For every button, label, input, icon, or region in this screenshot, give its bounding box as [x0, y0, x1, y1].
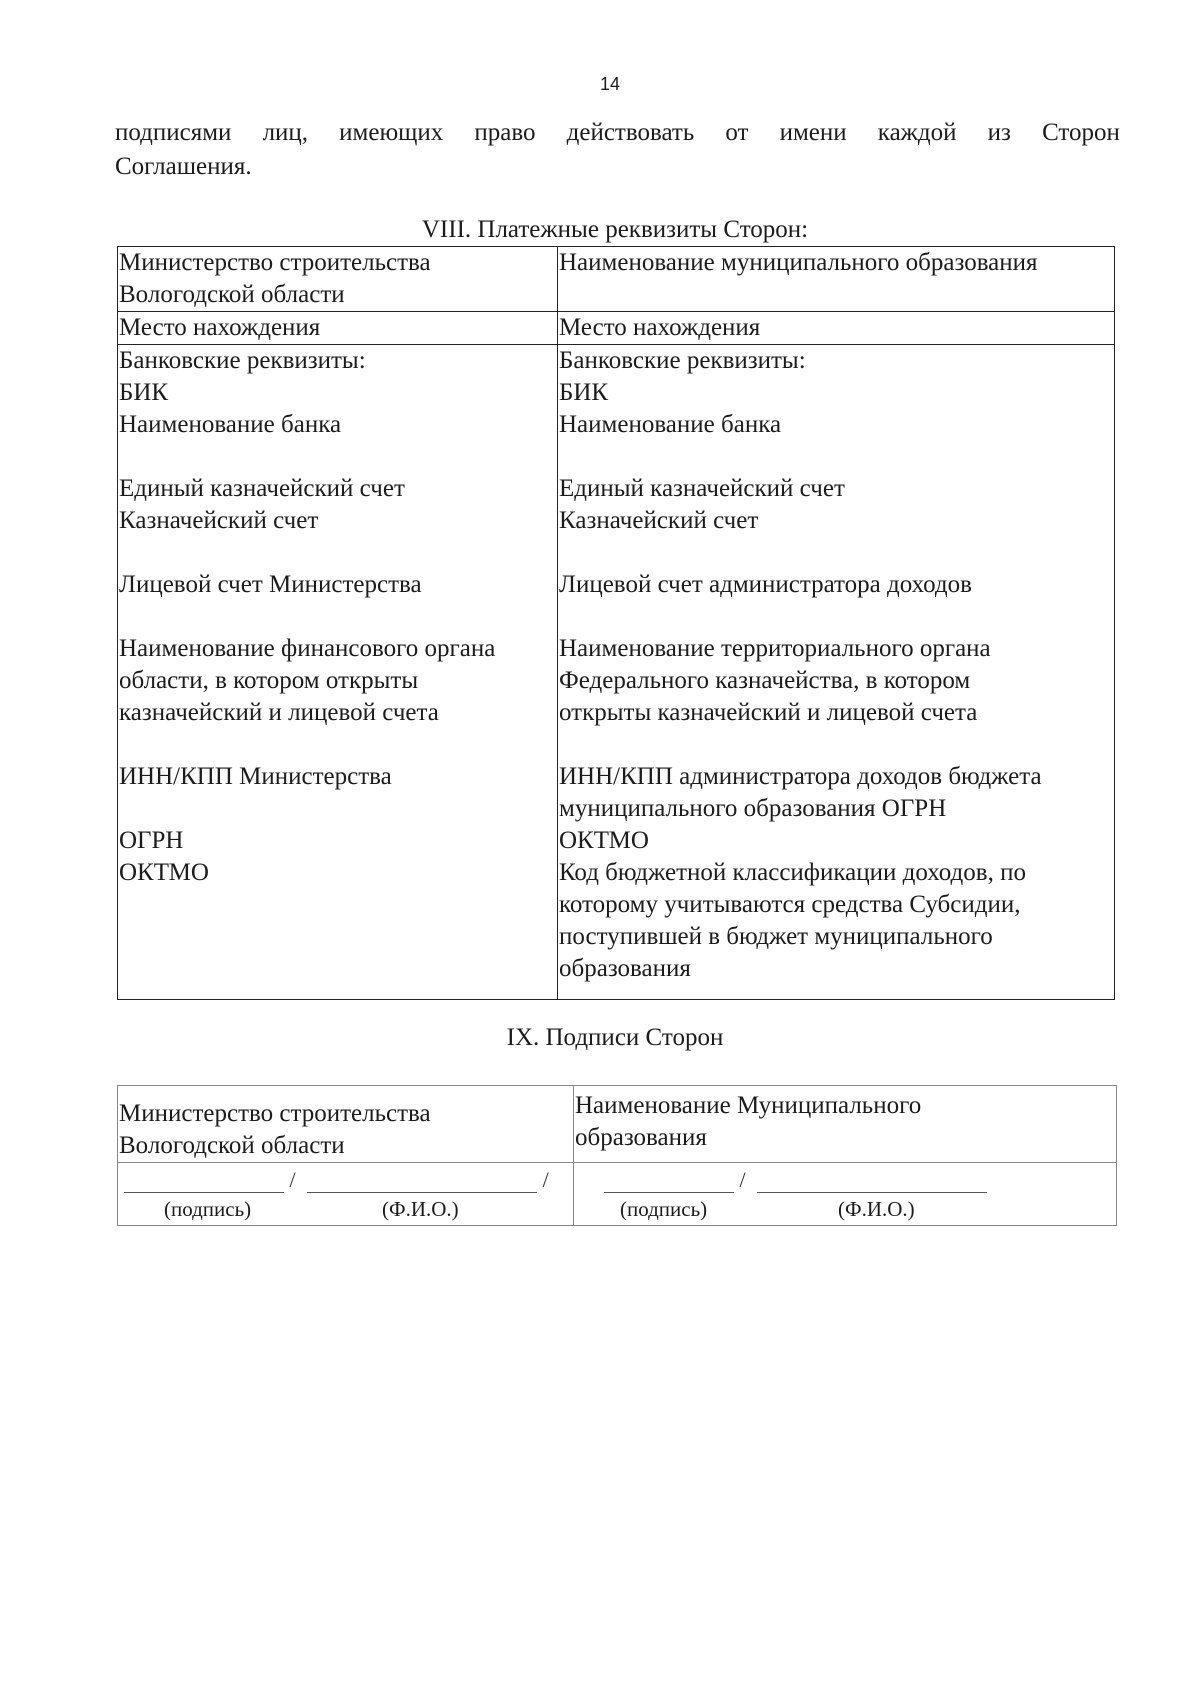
cell-line: Банковские реквизиты:: [119, 347, 366, 374]
cell-line: Наименование территориального органа: [559, 635, 991, 662]
signature-line: [604, 1167, 987, 1193]
signatory-left: [118, 1086, 574, 1163]
cell-line: Федерального казначейства, в котором: [559, 667, 971, 694]
signature-blank: [124, 1174, 284, 1193]
detail-block: [119, 761, 557, 793]
payment-details-table: [117, 246, 1115, 1000]
municipality-name-cell: [558, 247, 1115, 312]
bank-details-right: [558, 345, 1115, 1000]
cell-line: Наименование финансового органа: [119, 635, 496, 662]
signatures-table: [117, 1085, 1117, 1226]
cell-line: образования: [559, 955, 691, 982]
table-row: [118, 247, 1115, 312]
location-cell-left: [118, 312, 558, 345]
intro-word: действовать: [566, 119, 695, 146]
cell-line: Вологодской области: [119, 1132, 345, 1159]
cell-line: открыты казначейский и лицевой счета: [559, 699, 978, 726]
section-9-title: IX. Подписи Сторон: [506, 1024, 724, 1051]
detail-block: [559, 633, 1114, 729]
cell-line: Место нахождения: [119, 314, 321, 341]
cell-line: ОКТМО: [559, 827, 649, 854]
cell-line: БИК: [559, 379, 609, 406]
intro-word: подписями: [115, 119, 232, 146]
signature-caption: (подпись): [164, 1197, 252, 1221]
cell-line: Банковские реквизиты:: [559, 347, 806, 374]
cell-line: Лицевой счет администратора доходов: [559, 571, 972, 598]
intro-word: имеющих: [339, 119, 444, 146]
detail-block: [119, 633, 557, 729]
cell-line: поступившей в бюджет муниципального: [559, 923, 993, 950]
cell-line: Наименование Муниципального: [575, 1092, 922, 1119]
cell-line: Казначейский счет: [119, 507, 319, 534]
signatory-right: [574, 1086, 1117, 1163]
cell-line: образования: [575, 1124, 707, 1151]
detail-block: [119, 345, 557, 441]
signature-cell-left: [118, 1163, 574, 1226]
intro-line-1: [115, 116, 1120, 150]
cell-line: Место нахождения: [559, 314, 761, 341]
bank-details-left: [118, 345, 558, 1000]
cell-line: ОКТМО: [119, 859, 209, 886]
intro-word: Сторон: [1042, 119, 1120, 146]
intro-word: от: [725, 119, 749, 146]
cell-line: Единый казначейский счет: [559, 475, 845, 502]
location-cell-right: [558, 312, 1115, 345]
cell-line: Министерство строительства: [119, 1100, 431, 1127]
cell-line: Наименование банка: [559, 411, 782, 438]
cell-line: ОГРН: [119, 827, 184, 854]
intro-word: право: [474, 119, 536, 146]
detail-block: [119, 569, 557, 601]
signature-caption: (подпись): [620, 1197, 708, 1221]
signature-cell-right: [574, 1163, 1117, 1226]
intro-word: имени: [779, 119, 847, 146]
intro-line-2: Соглашения.: [115, 153, 252, 180]
detail-block: [559, 473, 1114, 537]
slash: /: [739, 1167, 746, 1192]
signature-blank: [604, 1174, 734, 1193]
cell-line: ИНН/КПП администратора доходов бюджета: [559, 763, 1042, 790]
table-row: [118, 345, 1115, 1000]
cell-line: Наименование банка: [119, 411, 342, 438]
name-blank: [757, 1174, 987, 1193]
table-row: [118, 1086, 1117, 1163]
intro-word: из: [987, 119, 1011, 146]
cell-line: области, в котором открыты: [119, 667, 419, 694]
table-row: [118, 312, 1115, 345]
intro-word: каждой: [877, 119, 957, 146]
table-row: [118, 1163, 1117, 1226]
slash: /: [289, 1167, 296, 1192]
detail-block: [559, 761, 1114, 985]
detail-block: [119, 825, 557, 889]
cell-line: Наименование муниципального образования: [559, 249, 1038, 276]
cell-line: Министерство строительства: [119, 249, 431, 276]
slash: /: [542, 1167, 549, 1192]
cell-line: муниципального образования ОГРН: [559, 795, 947, 822]
cell-line: Лицевой счет Министерства: [119, 571, 422, 598]
detail-block: [559, 345, 1114, 441]
intro-word: лиц,: [262, 119, 309, 146]
cell-line: Казначейский счет: [559, 507, 759, 534]
detail-block: [559, 569, 1114, 601]
detail-block: [119, 473, 557, 537]
cell-line: Вологодской области: [119, 281, 345, 308]
signature-line: [124, 1167, 549, 1193]
name-caption: (Ф.И.О.): [382, 1197, 459, 1221]
cell-line: Единый казначейский счет: [119, 475, 405, 502]
cell-line: Код бюджетной классификации доходов, по: [559, 859, 1026, 886]
name-caption: (Ф.И.О.): [838, 1197, 915, 1221]
intro-paragraph: [115, 116, 1120, 184]
cell-line: БИК: [119, 379, 169, 406]
page-number: 14: [599, 74, 621, 94]
cell-line: которому учитываются средства Субсидии,: [559, 891, 1021, 918]
section-8-title: VIII. Платежные реквизиты Сторон:: [421, 216, 809, 243]
ministry-name-cell: [118, 247, 558, 312]
cell-line: казначейский и лицевой счета: [119, 699, 439, 726]
name-blank: [307, 1174, 537, 1193]
cell-line: ИНН/КПП Министерства: [119, 763, 392, 790]
